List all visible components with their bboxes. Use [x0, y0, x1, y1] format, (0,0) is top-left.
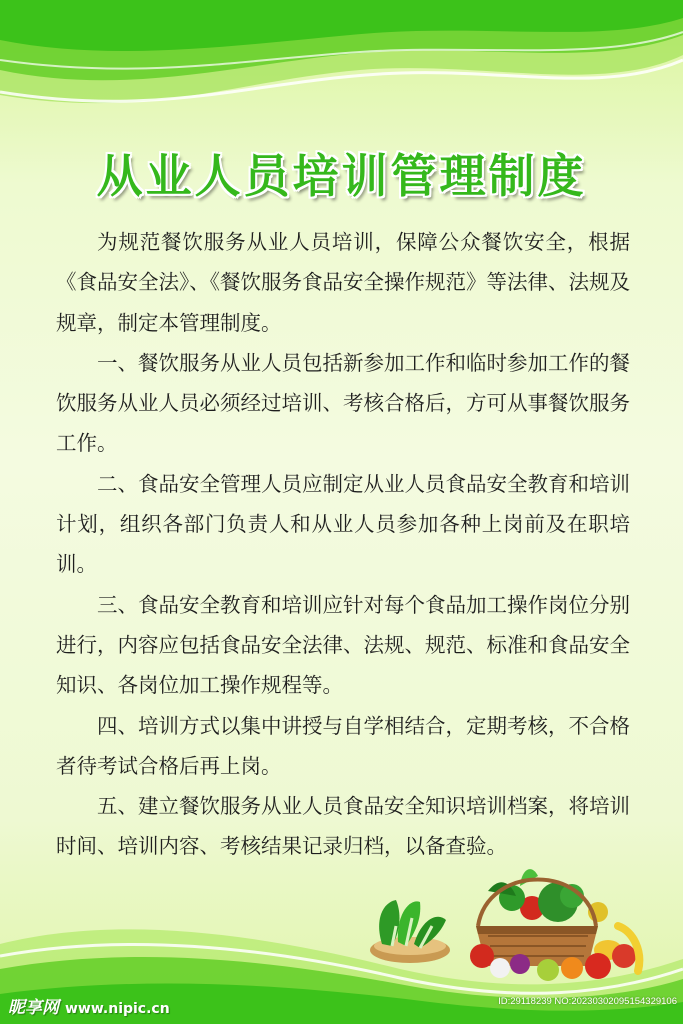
watermark-site: www.nipic.cn	[65, 1001, 170, 1017]
body-text	[56, 222, 630, 867]
vegetable-bowl-image	[362, 888, 458, 968]
watermark-logo-text: 昵享网	[8, 998, 59, 1018]
intro-paragraph: 为规范餐饮服务从业人员培训，保障公众餐饮安全，根据《食品安全法》、《餐饮服务食品安全操作规范》等法律、法规及规章，制定本管理制度。	[56, 230, 630, 335]
watermark-logo	[8, 993, 170, 1018]
vegetable-basket-image	[448, 856, 648, 986]
watermark-id: ID:29118239 NO:20230302095154329106	[498, 996, 677, 1007]
clause-5: 五、建立餐饮服务从业人员食品安全知识培训档案，将培训时间、培训内容、考核结果记录归档，以备查验。	[56, 794, 630, 859]
clause-4: 四、培训方式以集中讲授与自学相结合，定期考核，不合格者待考试合格后再上岗。	[56, 713, 630, 778]
clause-2: 二、食品安全管理人员应制定从业人员食品安全教育和培训计划，组织各部门负责人和从业人员参加各种上岗前及在职培训。	[56, 471, 630, 577]
clause-1: 一、餐饮服务从业人员包括新参加工作和临时参加工作的餐饮服务从业人员必须经过培训、考核合格后，方可从事餐饮服务工作。	[56, 350, 630, 456]
clause-3: 三、食品安全教育和培训应针对每个食品加工操作岗位分别进行，内容应包括食品安全法律、法规、规范、标准和食品安全知识、各岗位加工操作规程等。	[56, 592, 630, 698]
wave-decoration-top	[0, 0, 683, 150]
page-title: 从业人员培训管理制度	[96, 149, 587, 203]
